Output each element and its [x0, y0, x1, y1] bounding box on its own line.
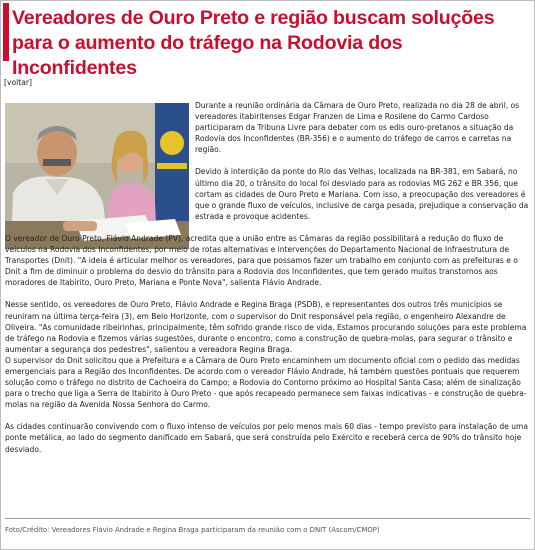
paragraph-6: As cidades continuarão convivendo com o fluxo intenso de veículos por pelo menos mais 60 dias - tempo previsto para instalação de uma ponte metálica, ao lado do segmento danificado em Sabará, que será construída pelo Exército e receberá cerca de 90% do trânsito hoje desviado.	[5, 422, 529, 454]
paragraph-1: Durante a reunião ordinária da Câmara de Ouro Preto, realizada no dia 28 de abril, os vereadores itabiritenses Edgar Franzen de Lima e Rosilene do Carmo Cardoso participaram da Tribuna Livre para debater com os edis ouro-pretanos a situação da Rodovia dos Inconfidentes (BR-356) e o aumento do tráfego de carros e carretas na região.	[195, 101, 520, 155]
article-headline: Vereadores de Ouro Preto e região buscam soluções para o aumento do tráfego na Rodovia dos Inconfidentes	[12, 7, 495, 79]
back-link-label[interactable]: [voltar]	[4, 78, 32, 87]
headline-bar	[3, 3, 532, 79]
paragraph-2: Devido à interdição da ponte do Rio das Velhas, localizada na BR-381, em Sabará, no último dia 20, o trânsito do local foi desviado para as rodovias MG 262 e BR 356, que cortam as cidades de Ouro Preto e Mariana. Com isso, a preocupação dos vereadores é que o grande fluxo de veículos, inclusive de carga pesada, prejudique a conservação da estrada e provoque acidentes.	[195, 167, 529, 221]
article-body	[5, 100, 531, 455]
paragraph-4: Nesse sentido, os vereadores de Ouro Preto, Flávio Andrade e Regina Braga (PSDB), e representantes dos outros três municípios se reuniram na última terça-feira (3), em Belo Horizonte, com o supervisor do Dnit responsável pela região, o engenheiro Alexandre de Oliveira. "As comunidade ribeirinhas, principalmente, têm sofrido grande risco de vida. Estamos procurando soluções para este problema de tráfego na Rodovia e fizemos várias sugestões, durante o encontro, como a construção de quebra-molas, para segurar o trânsito e aumentar a segurança dos pedestres", salientou a vereadora Regina Braga.	[5, 300, 527, 354]
photo-caption: Foto/Crédito: Vereadores Flávio Andrade e Regina Braga participaram da reunião com o DNIT (Ascom/CMOP)	[5, 526, 380, 534]
back-link[interactable]	[4, 78, 32, 87]
paragraph-5: O supervisor do Dnit solicitou que a Prefeitura e a Câmara de Ouro Preto encaminhem um documento oficial com o pedido das medidas emergenciais para a Região dos Inconfidentes. De acordo com o vereador Flávio Andrade, há também questões pontuais que requerem solução como o tráfego no distrito de Cachoeira do Campo; a Rodovia do Contorno próximo ao Hospital Santa Casa; além de sinalização para o trecho que liga a Serra de Itabirito à Ouro Preto - que após recapeado permanece sem faixas indicativas - e construção de quebra-molas na região da Avenida Nossa Senhora do Carmo.	[5, 355, 527, 410]
paragraph-3: O vereador de Ouro Preto, Flávio Andrade (PV), acredita que a união entre as Câmaras da região possibilitará a redução do fluxo de veículos na Rodovia dos Inconfidentes, por meio de rotas alternativas e intervenções do Departamento Nacional de Infraestrutura de Transportes (Dnit). "A ideia é articular melhor os vereadores, para que possamos fazer um trabalho em conjunto com as prefeituras e o Dnit a fim de diminuir o problema do desvio do trânsito para a Rodovia dos Inconfidentes, que tem gerado muitos transtornos aos moradores de Itabirito, Ouro Preto, Mariana e Ponte Nova", salienta Flávio Andrade.	[5, 233, 518, 288]
divider	[5, 518, 530, 519]
